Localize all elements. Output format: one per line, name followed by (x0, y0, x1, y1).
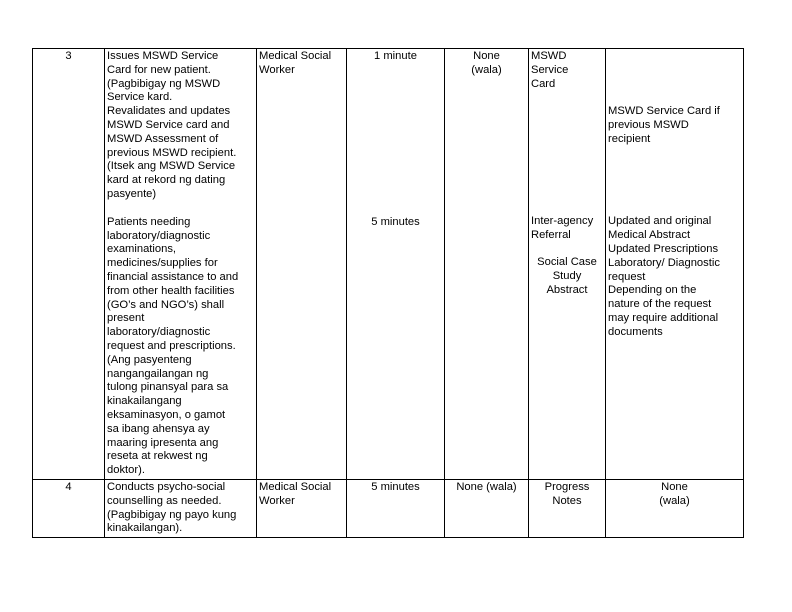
step-number-cell: 4 (33, 479, 105, 537)
person-responsible-cell: Medical Social Worker (257, 479, 347, 537)
requirements-cell (606, 49, 744, 480)
forms-cell (529, 49, 606, 480)
form-text: MSWD Service Card (531, 50, 569, 90)
person-responsible-cell: Medical Social Worker (257, 49, 347, 480)
form-text: Inter-agency Referral (531, 215, 594, 242)
client-steps-cell: Conducts psycho-social counselling as needed. (Pagbibigay ng payo kung kinakailangan). (105, 479, 257, 537)
client-steps-cell (105, 49, 257, 480)
form-text: Social Case Study Abstract (537, 255, 597, 296)
step-number-cell: 3 (33, 49, 105, 480)
requirement-text: MSWD Service Card if previous MSWD recipient (608, 105, 720, 145)
processing-time-text: 1 minute (374, 50, 417, 62)
table-row (33, 49, 744, 480)
requirement-text: Updated and original Medical Abstract Updated Prescriptions Laboratory/ Diagnostic request Depending on the nature of the request may require additional documents (608, 215, 720, 338)
fees-cell: None (wala) (445, 49, 529, 480)
fees-cell: None (wala) (445, 479, 529, 537)
processing-time-cell: 5 minutes (347, 479, 445, 537)
forms-cell: Progress Notes (529, 479, 606, 537)
client-step-text: Patients needing laboratory/diagnostic examinations, medicines/supplies for financial assistance to and from other health facilities (GO’s and NGO’s) shall present laboratory/diagnostic request and prescriptions. (Ang pasyenteng nangangailangan ng tulong pinansyal para sa kinakailangang eksaminasyon, o gamot sa ibang ahensya ay maaring ipresenta ang reseta at rekwest ng doktor). (107, 215, 239, 477)
service-steps-table (32, 48, 744, 538)
processing-time-text: 5 minutes (371, 215, 420, 228)
processing-time-cell (347, 49, 445, 480)
table-row (33, 479, 744, 537)
requirements-cell: None (wala) (606, 479, 744, 537)
client-step-text: Issues MSWD Service Card for new patient. (Pagbibigay ng MSWD Service kard. Revalidates and updates MSWD Service card and MSWD Assessment of previous MSWD recipient. (Itsek ang MSWD Service kard at rekord ng dating pasyente) (107, 50, 237, 200)
